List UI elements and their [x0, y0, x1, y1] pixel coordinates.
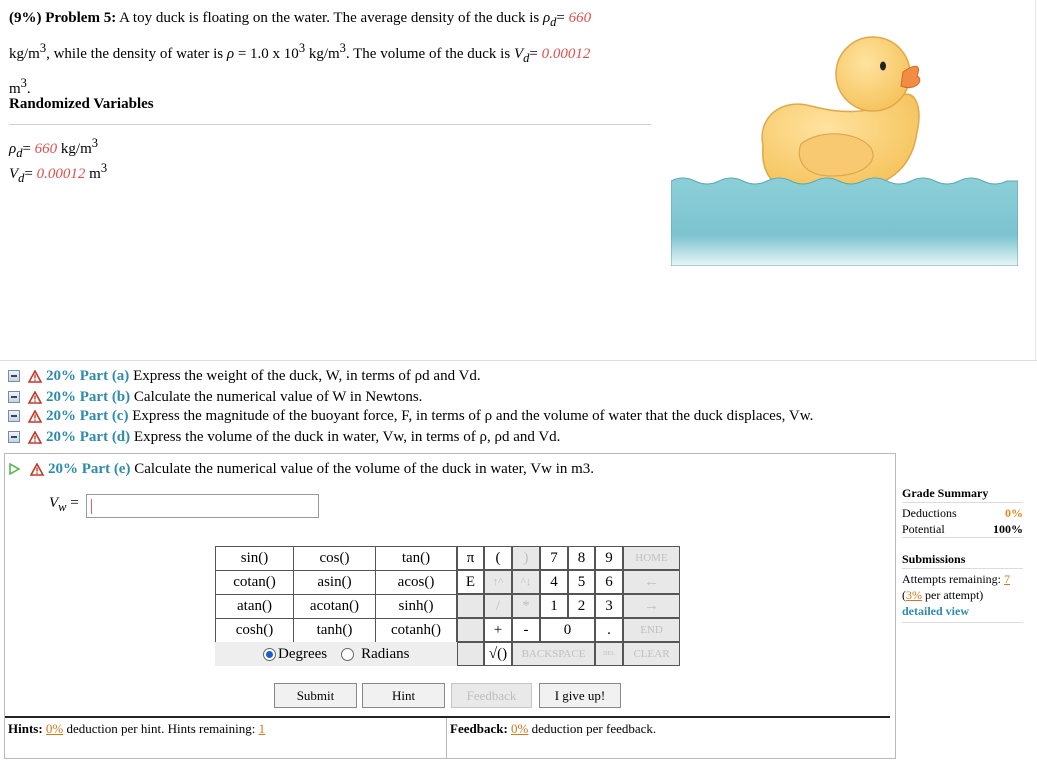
attempts-remaining: 7 — [1003, 572, 1010, 586]
give-up-button[interactable]: I give up! — [539, 683, 621, 708]
clear-key[interactable]: CLEAR — [623, 642, 680, 666]
part-b-text: Calculate the numerical value of W in Newtons. — [133, 388, 423, 405]
eq-sign-2: = — [529, 45, 538, 62]
submissions-title: Submissions — [902, 552, 1023, 569]
randomized-divider — [9, 124, 651, 125]
submissions-panel: Submissions Attempts remaining: 7 (3% per attempt) detailed view — [902, 552, 1023, 623]
down-key[interactable]: ^↓ — [512, 570, 540, 594]
acotan-button[interactable]: acotan() — [294, 595, 376, 619]
rho-water-unit: $kg/m^3$ — [308, 40, 346, 62]
warning-icon — [30, 463, 44, 476]
collapse-icon[interactable] — [8, 370, 20, 382]
part-c-pct[interactable]: 20% Part (c) — [46, 407, 129, 424]
part-a-text: Express the weight of the duck, W, in terms of ρd and Vd. — [133, 367, 481, 384]
rho-symbol: ρ — [226, 45, 235, 62]
period: . — [26, 81, 31, 97]
part-e-text: Calculate the numerical value of the volume of the duck in water, Vw in m3. — [134, 460, 595, 477]
eq-sign: = — [556, 10, 565, 26]
feedback-button[interactable]: Feedback — [451, 683, 532, 708]
collapse-icon[interactable] — [8, 410, 20, 422]
collapse-icon[interactable] — [8, 431, 20, 443]
dot-key[interactable]: . — [595, 618, 623, 642]
left-arrow-key[interactable]: ← — [623, 570, 680, 594]
end-key[interactable]: END — [623, 618, 680, 642]
part-b-pct[interactable]: 20% Part (b) — [46, 388, 131, 405]
expand-triangle-icon[interactable] — [8, 463, 20, 475]
pi-key[interactable]: π — [457, 546, 484, 570]
v-d-unit: $m^3$ — [9, 76, 27, 97]
hint-button[interactable]: Hint — [362, 683, 445, 708]
cosh-button[interactable]: cosh() — [216, 619, 294, 643]
multiply-key[interactable]: * — [512, 594, 540, 618]
hints-remaining: 1 — [258, 721, 266, 736]
divide-key[interactable]: / — [484, 594, 512, 618]
feedback-deduction: 0% — [511, 721, 529, 736]
cotanh-button[interactable]: cotanh() — [376, 619, 457, 643]
part-b-row[interactable] — [8, 387, 422, 407]
backspace-key[interactable]: BACKSPACE — [512, 642, 595, 666]
five-key[interactable]: 5 — [568, 570, 595, 594]
part-d-row[interactable] — [8, 427, 560, 447]
text-cursor — [91, 499, 92, 514]
part-d-pct[interactable]: 20% Part (d) — [46, 428, 131, 445]
randomized-rho-d: $\rho_d= 660$ $kg/m^3$ — [9, 136, 99, 160]
tanh-button[interactable]: tanh() — [294, 619, 376, 643]
tan-button[interactable]: tan() — [376, 547, 457, 571]
minus-key[interactable]: - — [512, 618, 540, 642]
problem-volume-text: . The volume of the duck is — [345, 45, 511, 62]
cos-button[interactable]: cos() — [294, 547, 376, 571]
warning-icon — [28, 410, 42, 423]
per-attempt-pct: 3% — [906, 588, 922, 602]
part-c-row[interactable] — [8, 406, 813, 426]
radians-radio[interactable] — [341, 648, 354, 661]
degrees-radio[interactable] — [263, 648, 276, 661]
hints-info: Hints: 0% deduction per hint. Hints remaining: 1 — [8, 721, 266, 736]
part-a-row[interactable] — [8, 366, 481, 386]
attempts-label: Attempts remaining: — [902, 572, 1001, 586]
water — [671, 178, 1018, 266]
grade-summary — [902, 486, 1023, 538]
part-d-text: Express the volume of the duck in water, Vw, in terms of ρ, ρd and Vd. — [133, 428, 561, 445]
answer-label: $V_w$ = — [49, 495, 79, 514]
blank-key — [457, 594, 484, 618]
nine-key[interactable]: 9 — [595, 546, 623, 570]
seven-key[interactable]: 7 — [540, 546, 568, 570]
deductions-label: Deductions — [902, 506, 957, 520]
section-divider — [0, 360, 1037, 361]
grade-summary-title: Grade Summary — [902, 486, 1023, 503]
feedback-info: Feedback: 0% deduction per feedback. — [450, 721, 657, 736]
randomized-variables-heading: Randomized Variables — [9, 96, 154, 112]
degrees-label[interactable]: Degrees — [278, 645, 328, 662]
warning-icon — [28, 431, 42, 444]
up-key[interactable]: ↑^ — [484, 570, 512, 594]
rho-water-value: = 1.0 x $10^3$ — [237, 40, 306, 62]
sqrt-key[interactable]: √() — [484, 642, 512, 666]
radians-label[interactable]: Radians — [361, 645, 410, 662]
asin-button[interactable]: asin() — [294, 571, 376, 595]
answer-input[interactable] — [86, 494, 319, 518]
part-e-pct[interactable]: 20% Part (e) — [48, 460, 131, 477]
part-c-text: Express the magnitude of the buoyant force, F, in terms of ρ and the volume of water that the duck displaces, Vw. — [132, 407, 814, 424]
duck-eye — [880, 62, 886, 71]
hints-divider — [5, 716, 890, 718]
panel-edge — [1035, 0, 1036, 360]
part-a-pct[interactable]: 20% Part (a) — [46, 367, 130, 384]
del-key[interactable]: DEL — [595, 642, 623, 666]
rho-d-unit: $kg/m^3$ — [9, 40, 47, 62]
two-key[interactable]: 2 — [568, 594, 595, 618]
duck-wing — [799, 134, 873, 176]
duck-head — [836, 37, 910, 111]
e-key[interactable]: E — [457, 570, 484, 594]
v-d-symbol: $V_d$ — [513, 45, 530, 65]
six-key[interactable]: 6 — [595, 570, 623, 594]
sin-button[interactable]: sin() — [216, 547, 294, 571]
hint-deduction: 0% — [45, 721, 64, 736]
right-paren-key[interactable]: ) — [512, 546, 540, 570]
home-key[interactable]: HOME — [623, 546, 680, 570]
deductions-value: 0% — [1005, 506, 1023, 520]
blank-key — [457, 618, 484, 642]
part-e-row[interactable] — [8, 459, 594, 479]
blank-key — [457, 642, 484, 666]
problem-intro-text: A toy duck is floating on the water. The average density of the duck is — [119, 10, 540, 26]
problem-statement — [9, 6, 659, 103]
rho-d-value: 660 — [568, 10, 592, 26]
cotan-button[interactable]: cotan() — [216, 571, 294, 595]
eight-key[interactable]: 8 — [568, 546, 595, 570]
rho-d-symbol: $\rho_d$ — [542, 10, 557, 29]
four-key[interactable]: 4 — [540, 570, 568, 594]
zero-key[interactable]: 0 — [540, 618, 595, 642]
warning-icon — [28, 391, 42, 404]
randomized-v-d: $V_d= 0.00012$ $m^3$ — [9, 161, 108, 185]
potential-value: 100% — [993, 522, 1023, 536]
v-d-value: 0.00012 — [541, 45, 591, 62]
problem-water-text: , while the density of water is — [46, 45, 224, 62]
submit-button[interactable]: Submit — [274, 683, 357, 708]
detailed-view-link[interactable]: detailed view — [902, 604, 969, 618]
function-keypad — [215, 546, 457, 643]
problem-label: Problem 5: — [45, 10, 117, 26]
plus-key[interactable]: + — [484, 618, 512, 642]
collapse-icon[interactable] — [8, 391, 20, 403]
sinh-button[interactable]: sinh() — [376, 595, 457, 619]
duck-illustration — [671, 36, 1018, 266]
problem-weight: (9%) — [9, 10, 42, 26]
potential-label: Potential — [902, 522, 945, 536]
three-key[interactable]: 3 — [595, 594, 623, 618]
angle-mode — [215, 642, 457, 666]
hints-feedback-separator — [446, 718, 447, 758]
right-arrow-key[interactable]: → — [623, 594, 680, 618]
left-paren-key[interactable]: ( — [484, 546, 512, 570]
atan-button[interactable]: atan() — [216, 595, 294, 619]
warning-icon — [28, 370, 42, 383]
one-key[interactable]: 1 — [540, 594, 568, 618]
acos-button[interactable]: acos() — [376, 571, 457, 595]
